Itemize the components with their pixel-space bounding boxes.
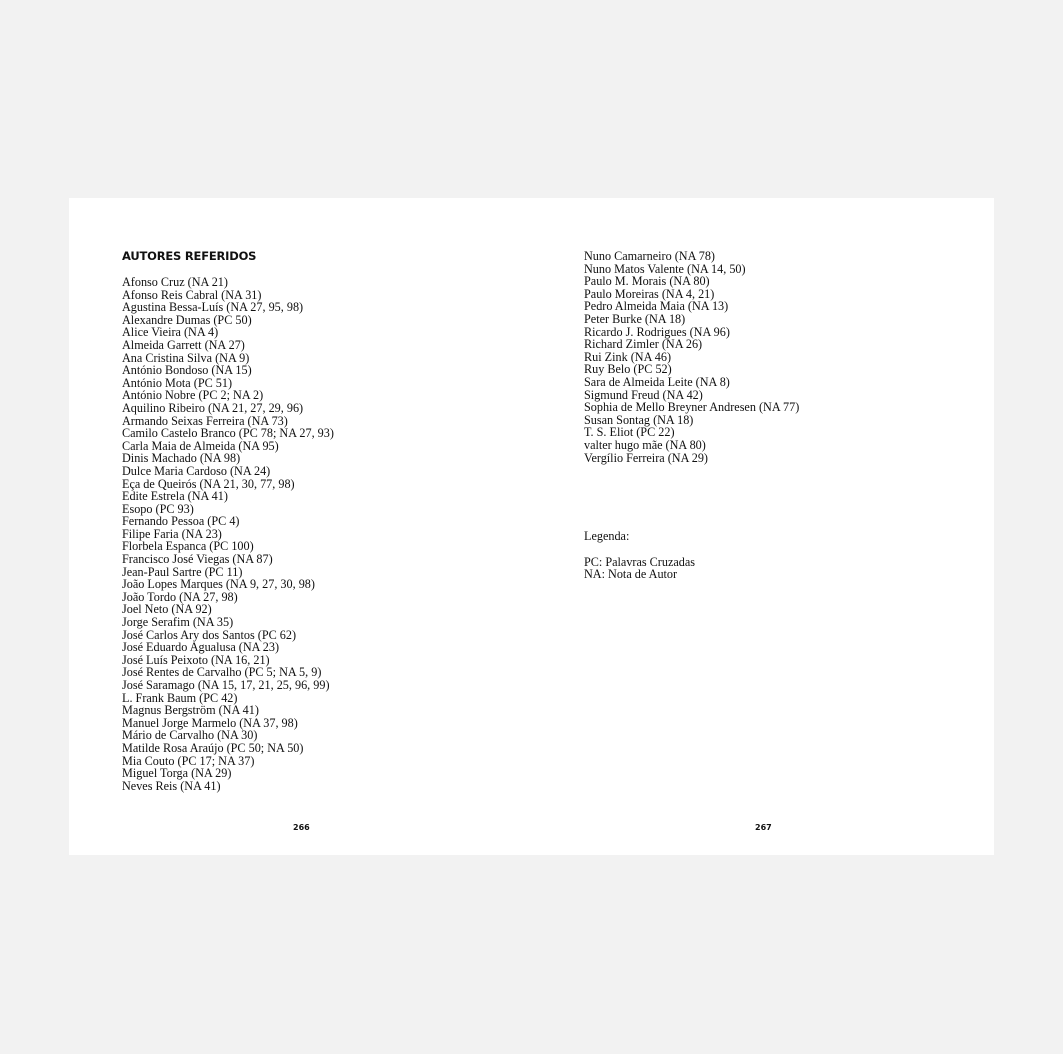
author-entry: Mia Couto (PC 17; NA 37) <box>122 753 255 768</box>
author-entry: Paulo Moreiras (NA 4, 21) <box>584 286 715 301</box>
author-entry: Joel Neto (NA 92) <box>122 602 212 617</box>
author-entry: Nuno Camarneiro (NA 78) <box>584 249 715 263</box>
author-entry: José Carlos Ary dos Santos (PC 62) <box>122 627 297 642</box>
author-entry: Ricardo J. Rodrigues (NA 96) <box>584 324 730 339</box>
author-entry: Paulo M. Morais (NA 80) <box>584 274 710 289</box>
legend-title: Legenda: <box>584 529 630 543</box>
author-entry: José Eduardo Agualusa (NA 23) <box>122 640 280 655</box>
author-entry: Eça de Queirós (NA 21, 30, 77, 98) <box>122 476 295 491</box>
author-entry: Manuel Jorge Marmelo (NA 37, 98) <box>122 715 298 730</box>
legend-item-pc: PC: Palavras Cruzadas <box>584 554 696 569</box>
author-entry: Rui Zink (NA 46) <box>584 349 672 364</box>
author-entry: António Bondoso (NA 15) <box>122 363 252 378</box>
author-entry: L. Frank Baum (PC 42) <box>122 690 238 705</box>
author-entry: Jorge Serafim (NA 35) <box>122 615 234 630</box>
author-entry: Florbela Espanca (PC 100) <box>122 539 254 554</box>
author-entry: Filipe Faria (NA 23) <box>122 526 222 541</box>
author-entry: Aquilino Ribeiro (NA 21, 27, 29, 96) <box>122 400 304 415</box>
author-entry: Dulce Maria Cardoso (NA 24) <box>122 463 271 478</box>
author-entry: Agustina Bessa-Luís (NA 27, 95, 98) <box>122 300 304 315</box>
book-spread <box>69 198 994 855</box>
author-entry: Miguel Torga (NA 29) <box>122 766 232 781</box>
page-number-right: 267 <box>755 823 772 832</box>
section-heading: AUTORES REFERIDOS <box>122 249 257 263</box>
legend <box>584 530 695 581</box>
author-entry: João Lopes Marques (NA 9, 27, 30, 98) <box>122 577 315 592</box>
author-entry: Neves Reis (NA 41) <box>122 778 221 793</box>
author-entry: António Mota (PC 51) <box>122 375 233 390</box>
author-entry: Alice Vieira (NA 4) <box>122 325 219 340</box>
author-entry: T. S. Eliot (PC 22) <box>584 425 675 440</box>
author-entry: António Nobre (PC 2; NA 2) <box>122 388 264 403</box>
author-entry: Vergílio Ferreira (NA 29) <box>584 450 708 465</box>
author-entry: Susan Sontag (NA 18) <box>584 412 694 427</box>
author-entry: Esopo (PC 93) <box>122 501 194 516</box>
author-entry: Almeida Garrett (NA 27) <box>122 337 245 352</box>
author-entry: Sigmund Freud (NA 42) <box>584 387 703 402</box>
author-entry: Camilo Castelo Branco (PC 78; NA 27, 93) <box>122 426 334 441</box>
right-page <box>531 198 994 855</box>
author-entry: Armando Seixas Ferreira (NA 73) <box>122 413 288 428</box>
author-entry: valter hugo mãe (NA 80) <box>584 437 706 452</box>
author-entry: Magnus Bergström (NA 41) <box>122 703 259 718</box>
left-page <box>69 198 531 855</box>
author-entry: Nuno Matos Valente (NA 14, 50) <box>584 261 746 276</box>
author-entry: José Rentes de Carvalho (PC 5; NA 5, 9) <box>122 665 322 680</box>
author-entry: Alexandre Dumas (PC 50) <box>122 312 252 327</box>
author-entry: Mário de Carvalho (NA 30) <box>122 728 258 743</box>
author-list-right <box>584 250 799 464</box>
author-list-left <box>122 276 334 792</box>
author-entry: Jean-Paul Sartre (PC 11) <box>122 564 243 579</box>
author-entry: Peter Burke (NA 18) <box>584 311 686 326</box>
author-entry: Ana Cristina Silva (NA 9) <box>122 350 250 365</box>
author-entry: Pedro Almeida Maia (NA 13) <box>584 299 729 314</box>
author-entry: João Tordo (NA 27, 98) <box>122 589 238 604</box>
author-entry: Ruy Belo (PC 52) <box>584 362 672 377</box>
author-entry: Sophia de Mello Breyner Andresen (NA 77) <box>584 400 800 415</box>
page-number-left: 266 <box>293 823 310 832</box>
legend-item-na: NA: Nota de Autor <box>584 567 678 582</box>
author-entry: Sara de Almeida Leite (NA 8) <box>584 374 730 389</box>
author-entry: Francisco José Viegas (NA 87) <box>122 552 273 567</box>
author-entry: Matilde Rosa Araújo (PC 50; NA 50) <box>122 740 304 755</box>
author-entry: Fernando Pessoa (PC 4) <box>122 514 240 529</box>
author-entry: Dinis Machado (NA 98) <box>122 451 241 466</box>
author-entry: Afonso Cruz (NA 21) <box>122 275 228 289</box>
author-entry: José Saramago (NA 15, 17, 21, 25, 96, 99) <box>122 678 330 692</box>
author-entry: Edite Estrela (NA 41) <box>122 489 228 504</box>
author-entry: José Luís Peixoto (NA 16, 21) <box>122 652 270 667</box>
author-entry: Carla Maia de Almeida (NA 95) <box>122 438 279 453</box>
author-entry: Afonso Reis Cabral (NA 31) <box>122 287 262 302</box>
author-entry: Richard Zimler (NA 26) <box>584 337 703 352</box>
